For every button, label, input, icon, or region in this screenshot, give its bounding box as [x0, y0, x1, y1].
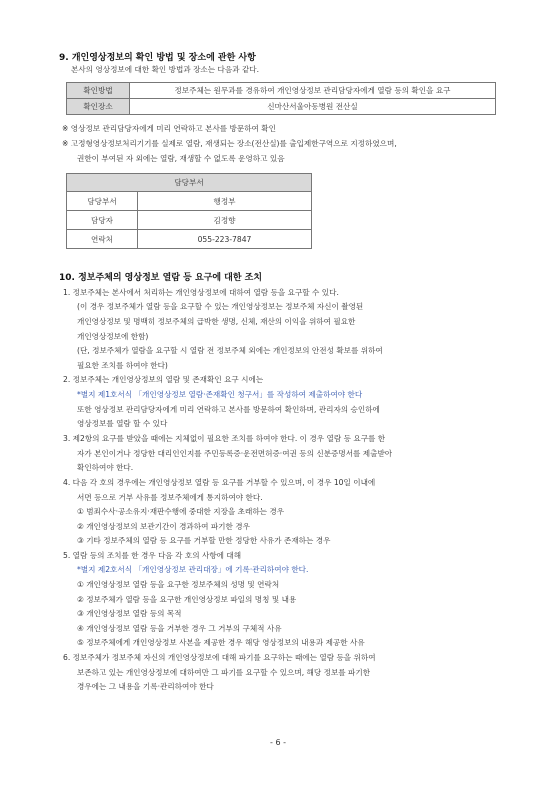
- section-10-line: 6. 정보주체가 정보주체 자신의 개인영상정보에 대해 파기를 요구하는 때에는 열람 등을 위하여: [63, 653, 376, 662]
- table-row: [67, 211, 312, 230]
- section-10-line: 4. 다음 각 호의 경우에는 개인영상정보 열람 등 요구를 거부할 수 있으며, 이 경우 10일 이내에: [63, 478, 376, 487]
- section-10-line: ① 범죄수사·공소유지·재판수행에 중대한 지장을 초래하는 경우: [77, 507, 285, 516]
- section-10-line: 자가 본인이거나 정당한 대리인인지를 주민등록증·운전면허증·여권 등의 신분증명서를 제출받아: [77, 449, 393, 458]
- section-10-line: 경우에는 그 내용을 기록·관리하여야 한다: [77, 682, 214, 691]
- section-10-line: 개인영상정보에 한함): [77, 332, 149, 341]
- contact-label-cell: 담당자: [67, 211, 138, 230]
- section-9-intro: 본사의 영상정보에 대한 확인 방법과 장소는 다음과 같다.: [71, 65, 260, 74]
- table-label-cell: 확인장소: [67, 99, 130, 115]
- section-10-line: 3. 제2항의 요구를 받았을 때에는 지체없이 필요한 조치를 하여야 한다. 이 경우 열람 등 요구를 한: [63, 434, 386, 443]
- section-10-line: 5. 열람 등의 조치를 한 경우 다음 각 호의 사항에 대해: [63, 551, 242, 560]
- table-row: [67, 230, 312, 249]
- section-10-line: (단, 정보주체가 열람을 요구할 시 열람 전 정보주체 외에는 개인정보의 안전성 확보를 위하여: [77, 346, 383, 355]
- section-10-line: ② 개인영상정보의 보관기간이 경과하여 파기한 경우: [77, 522, 250, 531]
- table-value-cell: 신마산서울아동병원 전산실: [130, 99, 496, 115]
- table-header-row: [67, 174, 312, 192]
- section-10-line: 1. 정보주체는 본사에서 처리하는 개인영상정보에 대하여 열람 등을 요구할 수 있다.: [63, 288, 339, 297]
- section-10-line: *별지 제2호서식 「개인영상정보 관리대장」에 기록·관리하여야 한다.: [77, 565, 309, 574]
- contact-value-cell: 김정향: [138, 211, 312, 230]
- table-row: [67, 99, 496, 115]
- table-row: [67, 83, 496, 99]
- section-10-line: 필요한 조치를 하여야 한다): [77, 361, 168, 370]
- page-number: - 6 -: [270, 738, 286, 747]
- section-10-line: 보존하고 있는 개인영상정보에 대하여만 그 파기를 요구할 수 있으며, 해당 정보를 파기한: [77, 668, 371, 677]
- section-10-line: ③ 개인영상정보 열람 등의 목적: [77, 609, 182, 618]
- section-10-line: ③ 기타 정보주체의 열람 등 요구를 거부할 만한 정당한 사유가 존재하는 경우: [77, 536, 331, 545]
- section-10-line: ⑤ 정보주체에게 개인영상정보 사본을 제공한 경우 해당 영상정보의 내용과 제공한 사유: [77, 638, 365, 647]
- section-10-line: 영상정보를 열람 할 수 있다: [77, 419, 168, 428]
- section-10-line: ② 정보주체가 열람 등을 요구한 개인영상정보 파일의 명칭 및 내용: [77, 595, 297, 604]
- section-10-line: 또한 영상정보 관리담당자에게 미리 연락하고 본사를 방문하여 확인하며, 관리자의 승인하에: [77, 405, 380, 414]
- note-line: ※ 고정형영상정보처리기기를 실제로 열람, 재생되는 장소(전산실)를 출입제한구역으로 지정하였으며,: [62, 139, 397, 148]
- section-10-heading: 10. 정보주체의 영상정보 열람 등 요구에 대한 조치: [59, 273, 263, 283]
- section-10-line: 확인하여야 한다.: [77, 463, 134, 472]
- section-10-line: *별지 제1호서식 「개인영상정보 열람·존재확인 청구서」를 작성하여 제출하여야 한다: [77, 390, 363, 399]
- section-10-line: 개인영상정보 및 명백히 정보주체의 급박한 생명, 신체, 재산의 이익을 위하여 필요한: [77, 317, 356, 326]
- contact-value-cell: 055-223-7847: [138, 230, 312, 249]
- section-10-line: (이 경우 정보주체가 열람 등을 요구할 수 있는 개인영상정보는 정보주체 자신이 촬영된: [77, 302, 364, 311]
- section-9-heading: 9. 개인영상정보의 확인 방법 및 장소에 관한 사항: [59, 53, 256, 63]
- section-10-line: 서면 등으로 거부 사유를 정보주체에게 통지하여야 한다.: [77, 493, 263, 502]
- section-10-line: ④ 개인영상정보 열람 등을 거부한 경우 그 거부의 구체적 사유: [77, 624, 282, 633]
- contact-table-header: 담당부서: [67, 174, 312, 192]
- section-10-line: 2. 정보주체는 개인영상정보의 열람 및 존재확인 요구 시에는: [63, 375, 264, 384]
- contact-label-cell: 담당부서: [67, 192, 138, 211]
- contact-value-cell: 행정부: [138, 192, 312, 211]
- table-label-cell: 확인방법: [67, 83, 130, 99]
- contact-label-cell: 연락처: [67, 230, 138, 249]
- note-line: ※ 영상정보 관리담당자에게 미리 연락하고 본사를 방문하여 확인: [62, 124, 276, 133]
- table-row: [67, 192, 312, 211]
- contact-table: [66, 173, 312, 249]
- table-value-cell: 정보주체는 원무과를 경유하여 개인영상정보 관리담당자에게 열람 등의 확인을 요구: [130, 83, 496, 99]
- note-line: 권한이 부여된 자 외에는 열람, 재생할 수 없도록 운영하고 있음: [77, 154, 285, 163]
- check-method-table: [66, 82, 496, 115]
- section-10-line: ① 개인영상정보 열람 등을 요구한 정보주체의 성명 및 연락처: [77, 580, 280, 589]
